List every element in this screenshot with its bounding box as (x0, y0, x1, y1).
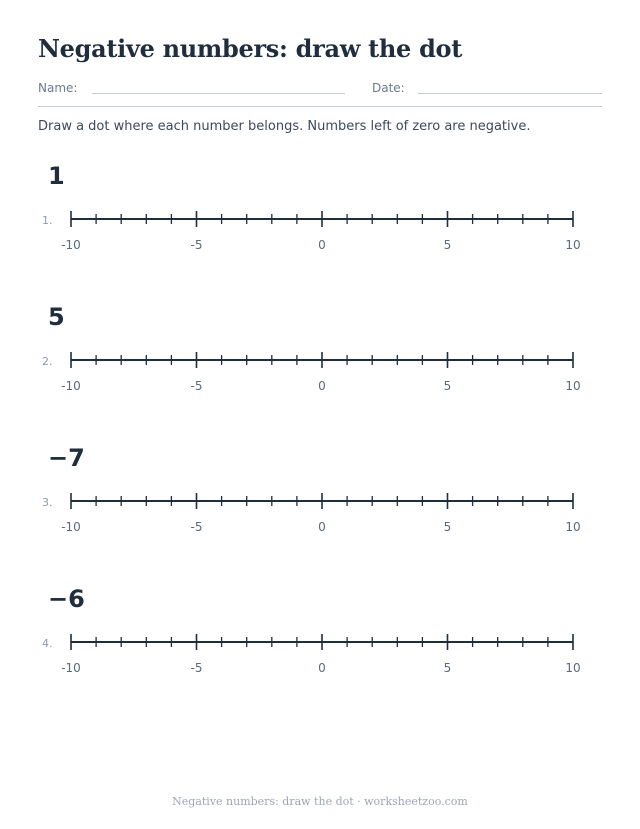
problem-2 (0, 303, 640, 413)
tick-label: 10 (565, 520, 581, 534)
problem-number: 2. (42, 355, 53, 368)
tick-label: 10 (565, 238, 581, 252)
number-line[interactable] (0, 343, 640, 403)
problem-3 (0, 444, 640, 554)
tick-label: -10 (61, 379, 81, 393)
tick-label: 5 (443, 238, 452, 252)
target-number: −6 (48, 585, 85, 613)
tick-label: 0 (318, 520, 326, 534)
tick-label: 0 (318, 379, 326, 393)
tick-label: 10 (565, 661, 581, 675)
problem-4 (0, 585, 640, 695)
problem-1 (0, 162, 640, 272)
target-number: 1 (48, 162, 65, 190)
date-field[interactable] (418, 93, 602, 94)
tick-label: 0 (318, 661, 326, 675)
footer: Negative numbers: draw the dot · worksheetzoo.com (172, 795, 468, 808)
target-number: 5 (48, 303, 65, 331)
page-title: Negative numbers: draw the dot (38, 34, 463, 63)
tick-label: 5 (443, 379, 452, 393)
problem-number: 4. (42, 637, 53, 650)
number-line[interactable] (0, 625, 640, 685)
problem-number: 1. (42, 214, 53, 227)
date-label: Date: (372, 81, 405, 95)
target-number: −7 (48, 444, 85, 472)
problem-number: 3. (42, 496, 53, 509)
tick-label: -5 (190, 661, 203, 675)
tick-label: -10 (61, 661, 81, 675)
name-field[interactable] (92, 93, 345, 94)
number-line[interactable] (0, 202, 640, 262)
tick-label: 10 (565, 379, 581, 393)
header-divider (38, 106, 602, 107)
tick-label: 5 (443, 661, 452, 675)
tick-label: -10 (61, 238, 81, 252)
name-label: Name: (38, 81, 78, 95)
tick-label: -5 (190, 238, 203, 252)
instructions: Draw a dot where each number belongs. Numbers left of zero are negative. (38, 119, 531, 134)
number-line[interactable] (0, 484, 640, 544)
tick-label: -5 (190, 520, 203, 534)
tick-label: 0 (318, 238, 326, 252)
tick-label: -10 (61, 520, 81, 534)
tick-label: 5 (443, 520, 452, 534)
tick-label: -5 (190, 379, 203, 393)
